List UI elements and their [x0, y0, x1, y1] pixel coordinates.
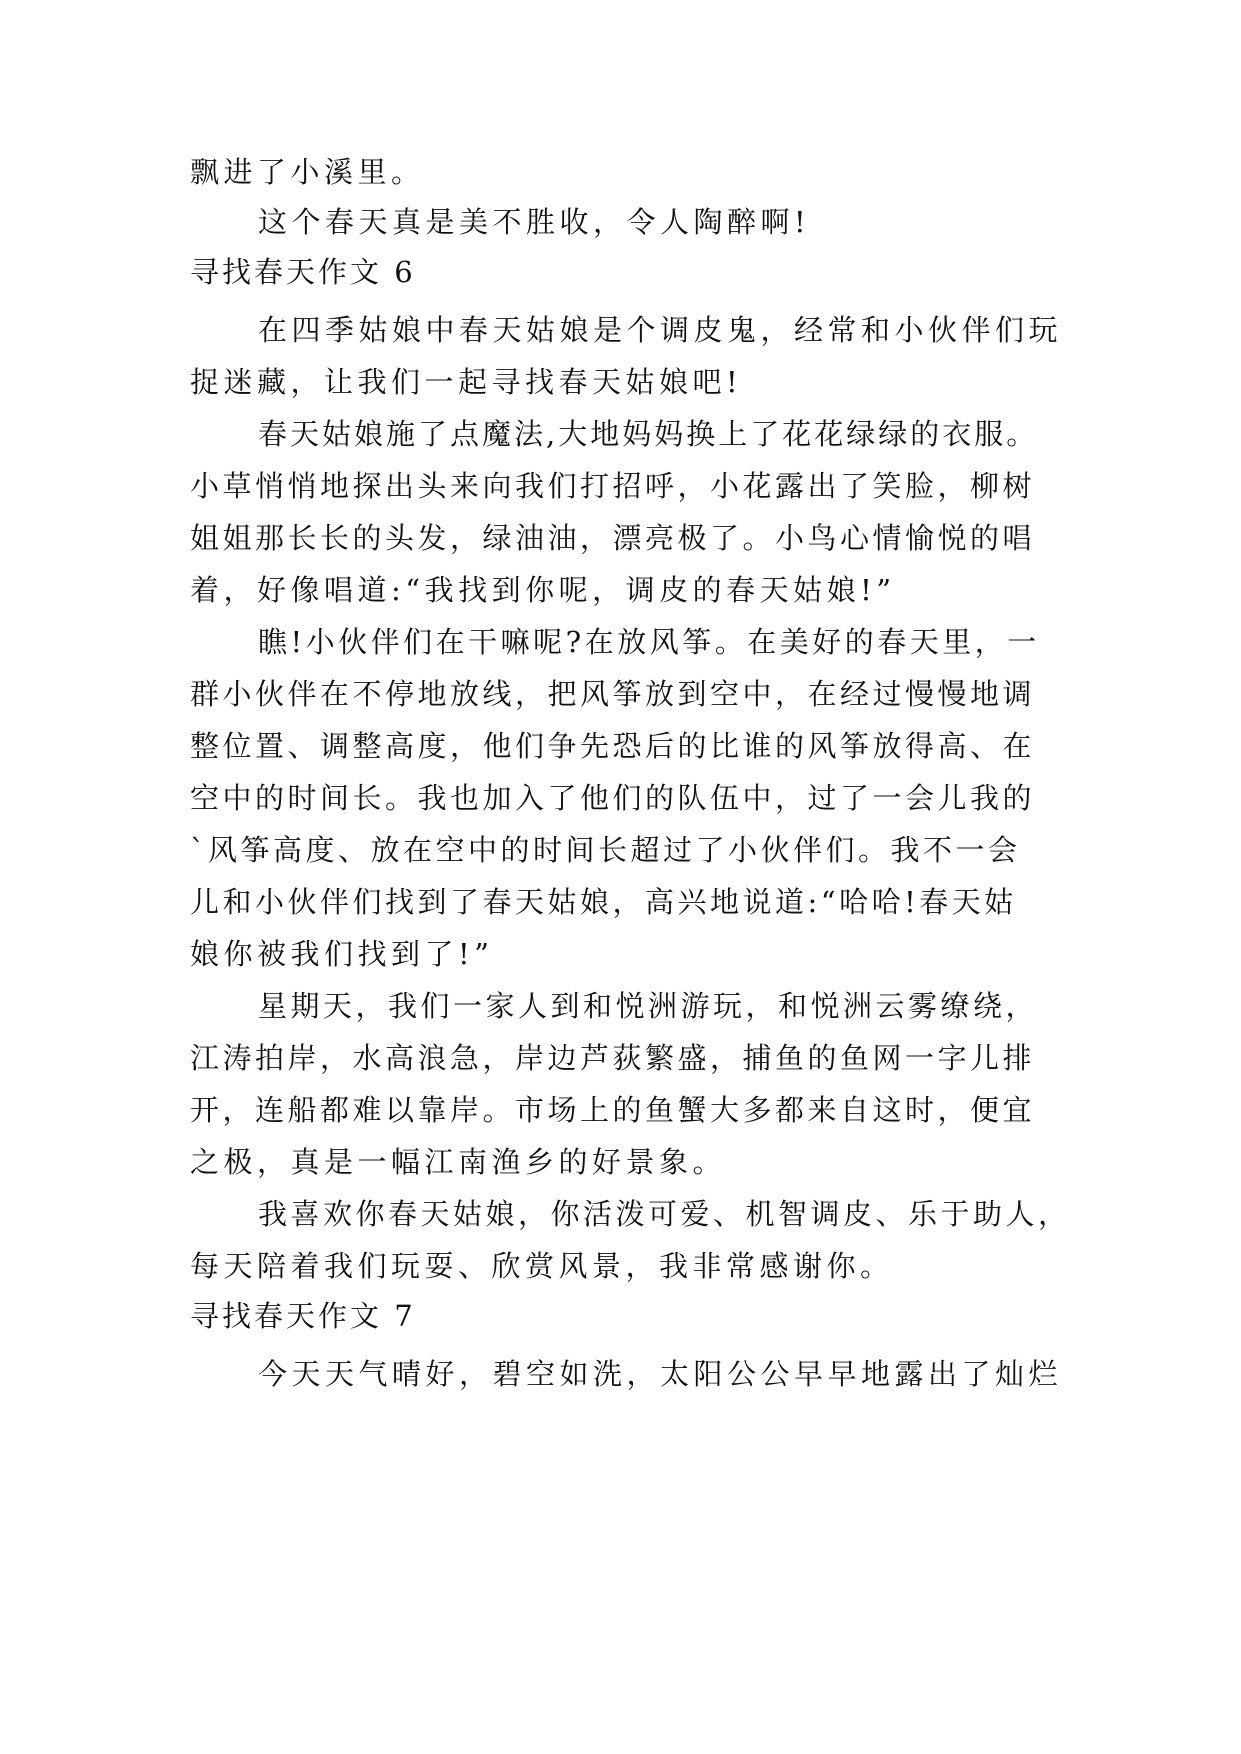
paragraph-start-line: 我喜欢你春天姑娘，你活泼可爱、机智调皮、乐于助人， [258, 1197, 1071, 1231]
paragraph-start-line: 在四季姑娘中春天姑娘是个调皮鬼，经常和小伙伴们玩 [258, 313, 1063, 347]
text-line: 每天陪着我们玩耍、欣赏风景，我非常感谢你。 [190, 1249, 894, 1283]
text-line: 捉迷藏，让我们一起寻找春天姑娘吧! [190, 365, 743, 399]
text-line: 儿和小伙伴们找到了春天姑娘，高兴地说道:“哈哈!春天姑 [190, 885, 1017, 919]
section-heading: 寻找春天作文 6 [190, 255, 416, 289]
paragraph-start-line: 今天天气晴好，碧空如洗，太阳公公早早地露出了灿烂 [258, 1357, 1063, 1391]
paragraph-start-line: 这个春天真是美不胜收，令人陶醉啊! [258, 205, 811, 239]
paragraph-start-line: 春天姑娘施了点魔法,大地妈妈换上了花花绿绿的衣服。 [258, 417, 1039, 451]
text-line: 开，连船都难以靠岸。市场上的鱼蟹大多都来自这时，便宜 [190, 1093, 1036, 1127]
paragraph-start-line: 星期天，我们一家人到和悦洲游玩，和悦洲云雾缭绕， [258, 989, 1039, 1023]
paragraph-start-line: 瞧!小伙伴们在干嘛呢?在放风筝。在美好的春天里，一 [258, 625, 1040, 659]
text-line: 江涛拍岸，水高浪急，岸边芦荻繁盛，捕鱼的鱼网一字儿排 [190, 1041, 1036, 1075]
text-line: 姐姐那长长的头发，绿油油，漂亮极了。小鸟心情愉悦的唱 [190, 521, 1036, 555]
text-line: 娘你被我们找到了!” [190, 937, 494, 971]
text-line: 飘进了小溪里。 [190, 155, 425, 189]
text-line: 群小伙伴在不停地放线，把风筝放到空中，在经过慢慢地调 [190, 677, 1036, 711]
text-line: 整位置、调整高度，他们争先恐后的比谁的风筝放得高、在 [190, 729, 1036, 763]
section-heading: 寻找春天作文 7 [190, 1299, 416, 1333]
text-line: 之极，真是一幅江南渔乡的好景象。 [190, 1145, 727, 1179]
text-line: `风筝高度、放在空中的时间长超过了小伙伴们。我不一会 [190, 833, 1021, 867]
text-line: 空中的时间长。我也加入了他们的队伍中，过了一会儿我的 [190, 781, 1036, 815]
text-line: 小草悄悄地探出头来向我们打招呼，小花露出了笑脸，柳树 [190, 469, 1036, 503]
text-line: 着，好像唱道:“我找到你呢，调皮的春天姑娘!” [190, 573, 896, 607]
